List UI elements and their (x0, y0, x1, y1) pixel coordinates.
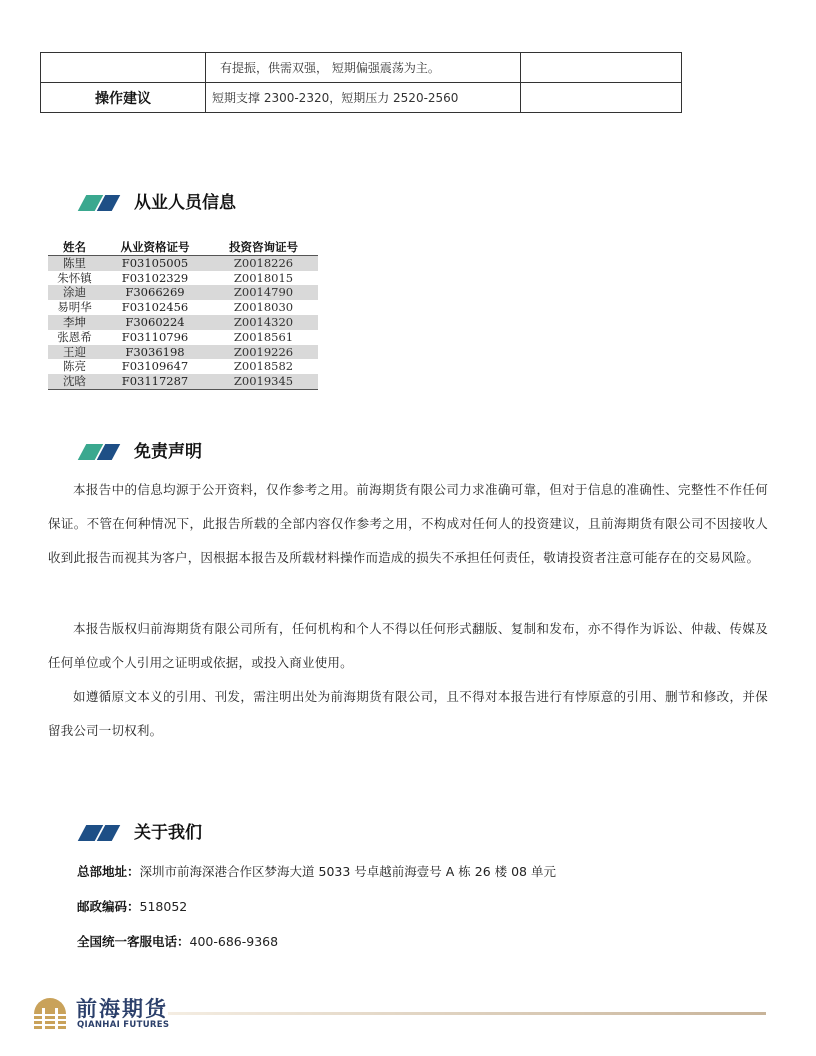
address-line (77, 862, 556, 880)
qualification-id: F3036198 (101, 345, 209, 360)
disclaimer-paragraph: 本报告版权归前海期货有限公司所有，任何机构和个人不得以任何形式翻版、复制和发布，亦不得作为诉讼、仲裁、传媒及任何单位或个人引用之证明或依据，或投入商业使用。 (48, 621, 768, 670)
qualification-id: F3066269 (101, 285, 209, 300)
postcode-label: 邮政编码： (77, 899, 140, 914)
row-content: 有提振，供需双强， 短期偏强震荡为主。 (206, 53, 521, 83)
row-extra (521, 83, 682, 113)
consulting-id: Z0014790 (209, 285, 318, 300)
staff-name: 涂迪 (48, 285, 101, 300)
staff-name: 陈里 (48, 255, 101, 270)
staff-name: 朱怀镇 (57, 270, 92, 285)
staff-name: 张恩希 (57, 329, 92, 344)
staff-name: 沈晗 (48, 374, 101, 389)
section-title: 从业人员信息 (134, 193, 236, 213)
consulting-id: Z0019226 (209, 345, 318, 360)
table-row (48, 359, 318, 374)
staff-name: 王迎 (48, 345, 101, 360)
table-row (48, 345, 318, 360)
consulting-id: Z0018561 (233, 329, 294, 344)
column-header: 姓名 (48, 240, 101, 255)
staff-header-row (48, 240, 318, 255)
row-label (41, 53, 206, 83)
qualification-id: F03102456 (121, 300, 189, 315)
staff-name: 易明华 (57, 300, 92, 315)
staff-name: 李坤 (48, 315, 101, 330)
qualification-id: F03102329 (121, 270, 189, 285)
consulting-id: Z0018015 (233, 270, 294, 285)
consulting-id: Z0018582 (233, 359, 294, 374)
postcode-value: 518052 (139, 899, 188, 914)
row-extra (521, 53, 682, 83)
consulting-id: Z0014320 (209, 315, 318, 330)
postcode-line (77, 897, 187, 915)
consulting-id: Z0018226 (209, 255, 318, 270)
staff-name: 陈亮 (63, 359, 86, 374)
table-row (48, 271, 318, 286)
company-logo-icon (30, 992, 70, 1032)
strategy-table (40, 52, 682, 113)
hotline-line (77, 932, 278, 950)
table-row (41, 53, 682, 83)
disclaimer-paragraph: 如遵循原文本义的引用、刊发，需注明出处为前海期货有限公司，且不得对本报告进行有悖原意的引用、删节和修改，并保留我公司一切权利。 (48, 689, 768, 738)
staff-table (48, 240, 318, 390)
hotline-label: 全国统一客服电话： (77, 934, 190, 949)
table-row (48, 300, 318, 315)
section-title: 免责声明 (134, 442, 202, 462)
column-header: 投资咨询证号 (209, 240, 318, 255)
column-header: 从业资格证号 (101, 240, 209, 255)
address-value: 深圳市前海深港合作区梦海大道 5033 号卓越前海壹号 A 栋 26 楼 08 单元 (139, 864, 556, 879)
qualification-id: F03117287 (101, 374, 209, 389)
qualification-id: F03105005 (101, 255, 209, 270)
hotline-value: 400-686-9368 (189, 934, 279, 949)
footer-divider (168, 1012, 766, 1015)
row-label: 操作建议 (41, 83, 206, 113)
consulting-id: Z0019345 (209, 374, 318, 389)
consulting-id: Z0018030 (233, 300, 294, 315)
table-row (48, 285, 318, 300)
qualification-id: F3060224 (101, 315, 209, 330)
address-label: 总部地址： (77, 864, 140, 879)
section-title: 关于我们 (134, 823, 202, 843)
disclaimer-paragraph: 本报告中的信息均源于公开资料，仅作参考之用。前海期货有限公司力求准确可靠，但对于信息的准确性、完整性不作任何保证。不管在何种情况下，此报告所载的全部内容仅作参考之用，不构成对任何人的投资建议，且前海期货有限公司不因接收人收到此报告而视其为客户，因根据本报告及所载材料操作而造成的损失不承担任何责任，敬请投资者注意可能存在的交易风险。 (48, 482, 768, 565)
row-content: 短期支撑 2300-2320，短期压力 2520-2560 (206, 83, 521, 113)
table-row (41, 83, 682, 113)
table-row (48, 255, 318, 270)
table-row (48, 374, 318, 389)
table-row (48, 315, 318, 330)
logo-english-name: QIANHAI FUTURES (77, 1020, 170, 1030)
logo-chinese-name: 前海期货 (76, 996, 168, 1021)
qualification-id: F03109647 (121, 359, 189, 374)
table-row (48, 330, 318, 345)
qualification-id: F03110796 (121, 329, 189, 344)
